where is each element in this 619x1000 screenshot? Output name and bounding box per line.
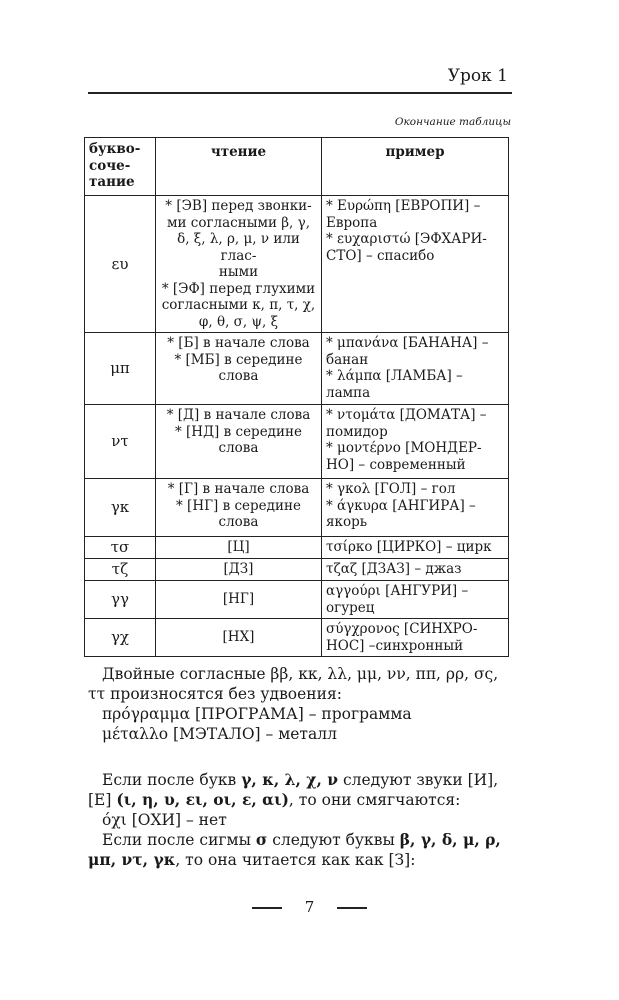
cell-reading: [НГ] bbox=[156, 581, 322, 619]
table-row bbox=[85, 196, 509, 333]
cell-combo: γγ bbox=[85, 581, 156, 619]
sigma-text bbox=[88, 830, 512, 870]
cell-combo: τζ bbox=[85, 559, 156, 581]
sigma-letter: σ bbox=[255, 830, 268, 849]
table-row bbox=[85, 559, 509, 581]
sigma-intro: Если после сигмы bbox=[102, 831, 251, 849]
table-row bbox=[85, 479, 509, 537]
sigma-end: , то она читается как как [З]: bbox=[175, 851, 416, 869]
cell-example: σύγχρονος [СИНХРО- НОС] –синхронный bbox=[322, 619, 509, 657]
cell-reading: [Ц] bbox=[156, 537, 322, 559]
cell-combo: μπ bbox=[85, 333, 156, 405]
running-header bbox=[88, 60, 512, 94]
table-row bbox=[85, 405, 509, 479]
cell-example: αγγούρι [АНГУРИ] – огурец bbox=[322, 581, 509, 619]
header-reading: чтение bbox=[156, 138, 322, 196]
header-combo: букво- соче- тание bbox=[85, 138, 156, 196]
table-row bbox=[85, 537, 509, 559]
table-header-row bbox=[85, 138, 509, 196]
cell-example: * ντομάτα [ДОМАТА] – помидор * μοντέρνο [МОНДЕР- НО] – современный bbox=[322, 405, 509, 479]
sigma-mid: следуют буквы bbox=[272, 831, 395, 849]
paragraph-double-consonants bbox=[88, 664, 512, 744]
double-consonants-text: Двойные согласные ββ, κκ, λλ, μμ, νν, ππ, ρρ, σς, ττ произносятся без удвоения: bbox=[88, 665, 499, 703]
footer-rule-left bbox=[252, 907, 282, 909]
softening-letters: γ, κ, λ, χ, ν bbox=[241, 770, 339, 789]
cell-example: τζαζ [ДЗАЗ] – джаз bbox=[322, 559, 509, 581]
example-metallo: μέταλλο [МЭТАЛО] – металл bbox=[102, 725, 337, 743]
example-ochi: όχι [ОХИ] – нет bbox=[102, 811, 227, 829]
cell-reading: * [Г] в начале слова * [НГ] в середине слова bbox=[156, 479, 322, 537]
softening-intro: Если после букв bbox=[102, 771, 237, 789]
cell-combo: ντ bbox=[85, 405, 156, 479]
softening-vowels: (ι, η, υ, ει, οι, ε, αι) bbox=[116, 790, 289, 809]
running-title: Урок 1 bbox=[447, 66, 508, 86]
letter-combinations-table bbox=[84, 137, 509, 657]
cell-combo: τσ bbox=[85, 537, 156, 559]
cell-combo: γχ bbox=[85, 619, 156, 657]
page-number: 7 bbox=[304, 898, 315, 916]
softening-mid: следуют звуки [И], [Е] bbox=[88, 771, 499, 809]
sigma-letters: β, γ, δ, μ, ρ, μπ, ντ, γκ bbox=[88, 830, 501, 869]
cell-reading: [НХ] bbox=[156, 619, 322, 657]
cell-example: * μπανάνα [БАНАНА] – банан * λάμπα [ЛАМБА] – лампа bbox=[322, 333, 509, 405]
cell-reading: [ДЗ] bbox=[156, 559, 322, 581]
softening-text bbox=[88, 770, 512, 810]
table-row bbox=[85, 581, 509, 619]
table-caption: Окончание таблицы bbox=[394, 116, 511, 128]
cell-reading: * [ЭВ] перед звонки- ми согласными β, γ, δ, ξ, λ, ρ, μ, ν или глас- ными * [ЭФ] перед глухими согласными κ, π, τ, χ, φ, θ, σ, ψ, ξ bbox=[156, 196, 322, 333]
table-row bbox=[85, 619, 509, 657]
cell-combo: γκ bbox=[85, 479, 156, 537]
example-programma: πρόγραμμα [ПРОГРАМА] – программа bbox=[102, 705, 412, 723]
cell-reading: * [Б] в начале слова * [МБ] в середине слова bbox=[156, 333, 322, 405]
cell-reading: * [Д] в начале слова * [НД] в середине слова bbox=[156, 405, 322, 479]
cell-example: * Ευρώπη [ЕВРОПИ] – Европа * ευχαριστώ [ЭФХАРИ- СТО] – спасибо bbox=[322, 196, 509, 333]
page-footer bbox=[0, 898, 619, 916]
table-row bbox=[85, 333, 509, 405]
cell-example: τσίρκο [ЦИРКО] – цирк bbox=[322, 537, 509, 559]
cell-example: * γκολ [ГОЛ] – гол * άγκυρα [АНГИРА] – якорь bbox=[322, 479, 509, 537]
cell-combo: ευ bbox=[85, 196, 156, 333]
footer-rule-right bbox=[337, 907, 367, 909]
paragraph-softening bbox=[88, 770, 512, 870]
softening-end: , то они смягчаются: bbox=[288, 791, 461, 809]
header-example: пример bbox=[322, 138, 509, 196]
